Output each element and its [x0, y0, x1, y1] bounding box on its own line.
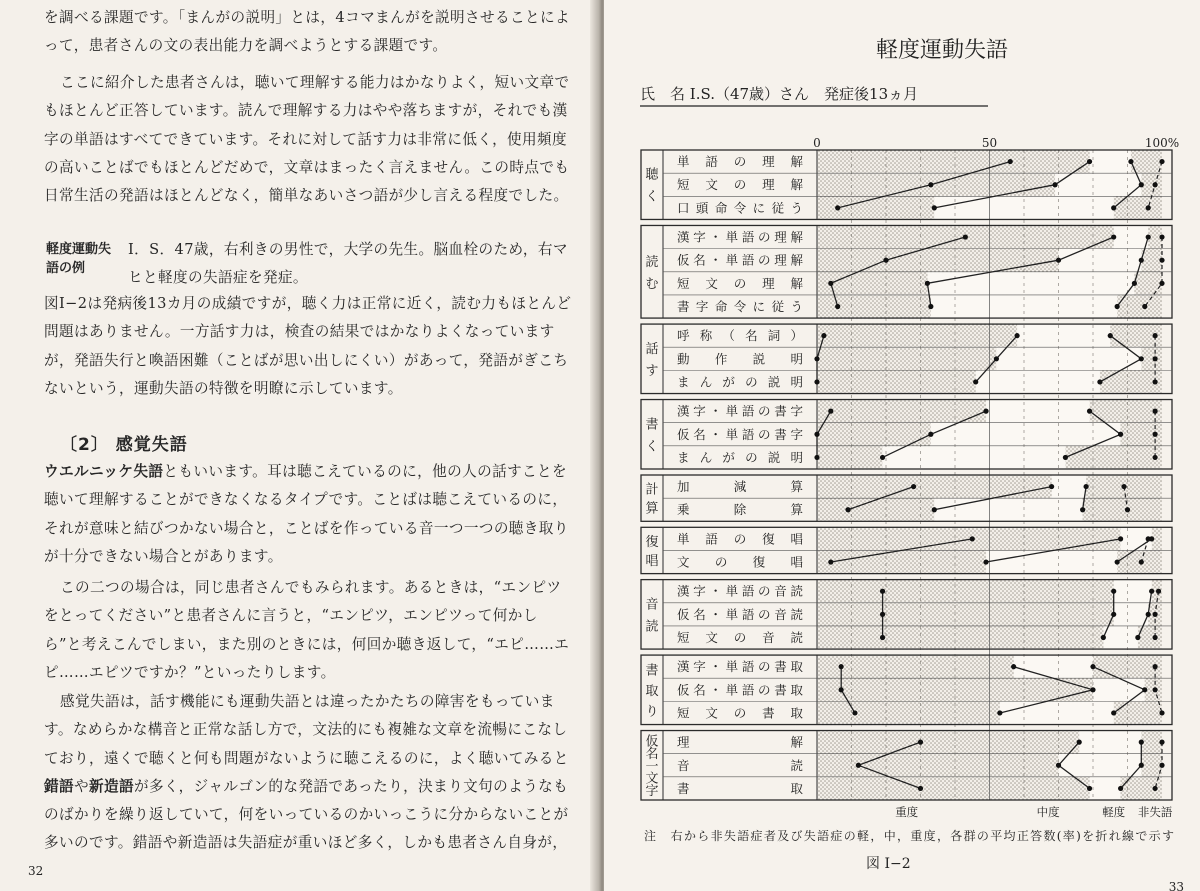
point-3-15 — [1149, 536, 1154, 541]
point-0-10 — [828, 409, 833, 414]
scale-label-2: 100% — [1144, 136, 1180, 150]
point-3-19 — [1135, 635, 1140, 640]
paragraph-6a: 感覚失語は，話す機能にも運動失語とは違ったかたちの障害をもっています。なめらかな構音と正常な話し方で，文法的にも複雑な文章を流暢にこなしており，遠くで聴くと何も問題がないように聴こえるのに，よく聴いてみると — [44, 693, 569, 767]
point-0-1 — [928, 182, 933, 187]
right-page-number: 33 — [1168, 880, 1184, 891]
paragraph-6b: や — [74, 777, 89, 795]
point-2-18 — [1153, 612, 1158, 617]
point-1-6 — [928, 304, 933, 309]
row-label-3: 漢字・単語の理解 — [677, 229, 803, 245]
white-band-24 — [1059, 754, 1142, 777]
point-3-3 — [1146, 234, 1151, 239]
group-label-8: 仮名一文字 — [645, 734, 659, 799]
point-2-16 — [1139, 559, 1144, 564]
row-label-6: 書字命令に従う — [677, 299, 803, 314]
row-label-22: 短文の書取 — [677, 705, 803, 721]
point-2-1 — [1153, 182, 1158, 187]
group-label-5: 復唱 — [645, 534, 659, 570]
point-0-7 — [821, 333, 826, 338]
white-band-5 — [927, 272, 1134, 295]
figure-svg — [604, 0, 1200, 891]
white-band-4 — [1059, 249, 1142, 272]
point-0-23 — [918, 740, 923, 745]
group-label-2: 話す — [645, 341, 659, 379]
point-1-8 — [994, 356, 999, 361]
row-label-24: 音読 — [677, 757, 803, 773]
severity-label-0: 重度 — [895, 805, 919, 819]
point-3-2 — [1111, 205, 1116, 210]
point-2-14 — [1125, 507, 1130, 512]
white-band-18 — [1114, 603, 1149, 626]
left-page-number: 32 — [28, 864, 44, 878]
point-2-11 — [1153, 432, 1158, 437]
point-3-4 — [1139, 258, 1144, 263]
paragraph-6c: が多く，ジャルゴン的な発語であったり，決まり文句のようなものばかりを繰り返していて，何をいっているのかいっこうに分からないことが多いのです。錯語や新造語は失語症が重いほど多く，しかも患者さん自身が， — [44, 777, 569, 852]
point-1-21 — [1090, 687, 1095, 692]
white-band-16 — [986, 550, 1117, 573]
point-2-20 — [1153, 664, 1158, 669]
point-0-5 — [828, 281, 833, 286]
point-3-8 — [1139, 356, 1144, 361]
point-3-7 — [1108, 333, 1113, 338]
row-label-13: 加減算 — [677, 479, 803, 495]
point-0-19 — [880, 635, 885, 640]
point-0-21 — [839, 687, 844, 692]
white-band-3 — [1114, 225, 1149, 248]
example-heading: 軽度運動失語の例 — [46, 242, 112, 276]
point-0-15 — [970, 536, 975, 541]
point-0-2 — [835, 205, 840, 210]
point-0-3 — [963, 234, 968, 239]
point-2-23 — [1159, 740, 1164, 745]
point-2-21 — [1153, 687, 1158, 692]
paragraph-2-text: ここに紹介した患者さんは，聴いて理解する能力はかなりよく，短い文章でもほとんど正答しています。読んで理解する力はやや落ちますが，それでも漢字の単語はすべてできています。それに対して話す力は非常に低く，使用頻度の高いことばでもほとんどだめで，文章はまったく言えません。この時点でも日常生活の発語はほとんどなく，簡単なあいさつ語が少し言える程度でした。 — [44, 74, 570, 205]
group-label-6: 音読 — [645, 597, 659, 635]
point-0-24 — [856, 763, 861, 768]
white-band-8 — [996, 347, 1141, 370]
point-1-22 — [997, 710, 1002, 715]
row-label-19: 短文の音読 — [677, 630, 803, 645]
group-label-1: 読む — [645, 254, 659, 292]
row-label-12: まんがの説明 — [677, 449, 803, 465]
point-3-10 — [1087, 409, 1092, 414]
right-page — [604, 0, 1200, 891]
point-2-7 — [1153, 333, 1158, 338]
point-0-0 — [1008, 159, 1013, 164]
point-1-10 — [983, 409, 988, 414]
white-band-9 — [976, 370, 1100, 393]
row-label-23: 理解 — [677, 734, 803, 750]
point-3-22 — [1111, 710, 1116, 715]
point-1-13 — [1049, 484, 1054, 489]
point-2-2 — [1146, 205, 1151, 210]
point-0-16 — [828, 559, 833, 564]
paragraph-4 — [44, 458, 574, 571]
point-1-1 — [1052, 182, 1057, 187]
paragraph-2 — [44, 69, 574, 210]
point-1-20 — [1011, 664, 1016, 669]
example-text: I．S．47歳，右利きの男性で，大学の先生。脳血栓のため，右マヒと軽度の失語症を発症。 — [128, 241, 568, 287]
point-3-6 — [1115, 304, 1120, 309]
white-band-22 — [1000, 701, 1114, 724]
white-band-0 — [1090, 150, 1131, 173]
point-3-17 — [1149, 589, 1154, 594]
row-label-8: 動作説明 — [677, 351, 803, 367]
term-sakugo: 錯語 — [44, 777, 74, 795]
point-3-14 — [1080, 507, 1085, 512]
row-label-17: 漢字・単語の音読 — [677, 583, 803, 599]
point-2-24 — [1159, 763, 1164, 768]
paragraph-6 — [44, 688, 574, 858]
point-2-17 — [1156, 589, 1161, 594]
white-band-14 — [934, 498, 1082, 521]
sensory-term: ウエルニッケ失語 — [44, 463, 164, 480]
row-label-11: 仮名・単語の書字 — [677, 426, 803, 442]
point-0-12 — [814, 455, 819, 460]
row-label-16: 文の復唱 — [677, 554, 803, 570]
point-1-7 — [1015, 333, 1020, 338]
point-2-9 — [1153, 379, 1158, 384]
point-0-22 — [852, 710, 857, 715]
term-shinzogo: 新造語 — [89, 777, 134, 795]
paragraph-1: を調べる課題です。「まんがの説明」とは，4コマまんがを説明させることによって，患者さんの文の表出能力を調べようとする課題です。 — [44, 9, 571, 55]
point-2-8 — [1153, 356, 1158, 361]
point-1-5 — [925, 281, 930, 286]
point-0-13 — [911, 484, 916, 489]
point-1-15 — [1118, 536, 1123, 541]
point-3-0 — [1128, 159, 1133, 164]
point-1-0 — [1087, 159, 1092, 164]
point-2-19 — [1153, 635, 1158, 640]
point-1-25 — [1087, 786, 1092, 791]
section-title: 〔2〕 感覚失語 — [60, 435, 188, 455]
point-3-21 — [1142, 687, 1147, 692]
point-1-24 — [1056, 763, 1061, 768]
point-0-14 — [845, 507, 850, 512]
row-label-18: 仮名・単語の音読 — [677, 606, 803, 622]
white-band-25 — [1090, 777, 1121, 800]
paragraph-3: 図Ⅰ−2は発病後13カ月の成績ですが，聴く力は正常に近く，読む力もほとんど問題はありません。一方話す力は，検査の結果ではかなりよくなっていますが，発語失行と喚語困難（ことばが思い出しにくい）があって，発語がぎこちないという，運動失語の特徴を明瞭に示しています。 — [44, 295, 572, 397]
point-1-4 — [1056, 258, 1061, 263]
point-2-4 — [1159, 258, 1164, 263]
point-3-5 — [1132, 281, 1137, 286]
row-label-0: 単語の理解 — [677, 154, 803, 170]
row-label-9: まんがの説明 — [677, 374, 803, 390]
row-label-7: 呼称（名詞） — [677, 328, 803, 344]
point-0-8 — [814, 356, 819, 361]
point-3-20 — [1090, 664, 1095, 669]
white-band-13 — [1052, 475, 1087, 498]
point-3-24 — [1139, 763, 1144, 768]
point-3-23 — [1139, 740, 1144, 745]
row-label-5: 短文の理解 — [677, 275, 803, 291]
point-3-11 — [1118, 432, 1123, 437]
group-label-3: 書く — [645, 417, 659, 455]
point-3-25 — [1118, 786, 1123, 791]
group-label-4: 計算 — [645, 482, 659, 517]
point-0-18 — [880, 612, 885, 617]
point-1-11 — [928, 432, 933, 437]
severity-label-3: 非失語 — [1137, 805, 1173, 819]
point-0-6 — [835, 304, 840, 309]
point-3-18 — [1146, 612, 1151, 617]
point-2-13 — [1121, 484, 1126, 489]
white-band-19 — [1103, 626, 1138, 649]
row-label-2: 口頭命令に従う — [677, 200, 803, 216]
white-band-10 — [986, 400, 1090, 423]
group-label-7: 書取り — [645, 663, 659, 720]
group-label-0: 聴く — [645, 167, 659, 205]
severity-label-2: 軽度 — [1102, 805, 1126, 819]
scale-label-0: 0 — [813, 136, 821, 150]
point-1-12 — [880, 455, 885, 460]
row-label-1: 短文の理解 — [677, 177, 803, 193]
white-band-17 — [1114, 580, 1152, 603]
white-band-21 — [1093, 678, 1145, 701]
paragraph-5 — [44, 574, 574, 687]
scale-label-1: 50 — [981, 136, 998, 150]
point-1-3 — [1111, 234, 1116, 239]
point-1-16 — [983, 559, 988, 564]
patient-line: 氏 名 I.S.（47歳）さん 発症後13ヵ月 — [640, 85, 919, 103]
point-1-14 — [932, 507, 937, 512]
figure-note: 注 右から非失語症者及び失語症の軽，中，重度，各群の平均正答数(率)を折れ線で示す — [644, 829, 1174, 843]
row-label-10: 漢字・単語の書字 — [677, 403, 803, 419]
paragraph-4-text: ともいいます。耳は聴こえているのに，他の人の話すことを聴いて理解することができなくなるタイプです。ことばは聴こえているのに，それが意味と結びつかない場合と，ことばを作っている音一つ一つの聴き取りが十分できない場合とがあります。 — [44, 463, 569, 565]
point-0-20 — [839, 664, 844, 669]
severity-label-1: 中度 — [1036, 805, 1060, 819]
white-band-23 — [1079, 731, 1141, 754]
row-label-21: 仮名・単語の書取 — [677, 682, 803, 698]
figure-caption: 図 Ⅰ−2 — [866, 856, 911, 872]
point-1-19 — [1101, 635, 1106, 640]
point-3-12 — [1063, 455, 1068, 460]
point-1-2 — [932, 205, 937, 210]
point-2-0 — [1159, 159, 1164, 164]
white-band-11 — [931, 423, 1121, 446]
point-3-9 — [1097, 379, 1102, 384]
point-1-18 — [1111, 612, 1116, 617]
point-2-25 — [1153, 786, 1158, 791]
white-band-7 — [1017, 324, 1110, 347]
row-label-15: 単語の復唱 — [677, 531, 803, 547]
point-2-3 — [1159, 234, 1164, 239]
point-0-17 — [880, 589, 885, 594]
point-1-9 — [973, 379, 978, 384]
point-2-12 — [1153, 455, 1158, 460]
white-band-20 — [1014, 655, 1093, 678]
point-1-17 — [1111, 589, 1116, 594]
point-2-10 — [1153, 409, 1158, 414]
paragraph-5-text: この二つの場合は，同じ患者さんでもみられます。あるときは，“エンピツをとってください”と患者さんに言うと，“エンピツ，エンピツって何かしら”と考えこんでしまい，また別のときには，何回か聴き返して，“エピ……エピ……エピツですか？”といったりします。 — [44, 579, 570, 681]
point-2-5 — [1159, 281, 1164, 286]
point-0-4 — [883, 258, 888, 263]
point-3-16 — [1115, 559, 1120, 564]
point-0-25 — [918, 786, 923, 791]
point-2-6 — [1142, 304, 1147, 309]
row-label-14: 乗除算 — [677, 502, 803, 518]
row-label-25: 書取 — [677, 780, 803, 796]
point-3-13 — [1084, 484, 1089, 489]
row-label-4: 仮名・単語の理解 — [677, 252, 803, 268]
row-label-20: 漢字・単語の書取 — [677, 659, 803, 675]
point-2-22 — [1159, 710, 1164, 715]
white-band-12 — [883, 446, 1066, 469]
point-0-11 — [814, 432, 819, 437]
figure-title: 軽度運動失語 — [875, 38, 1009, 63]
point-0-9 — [814, 379, 819, 384]
left-page — [0, 0, 598, 891]
point-1-23 — [1077, 740, 1082, 745]
point-3-1 — [1139, 182, 1144, 187]
